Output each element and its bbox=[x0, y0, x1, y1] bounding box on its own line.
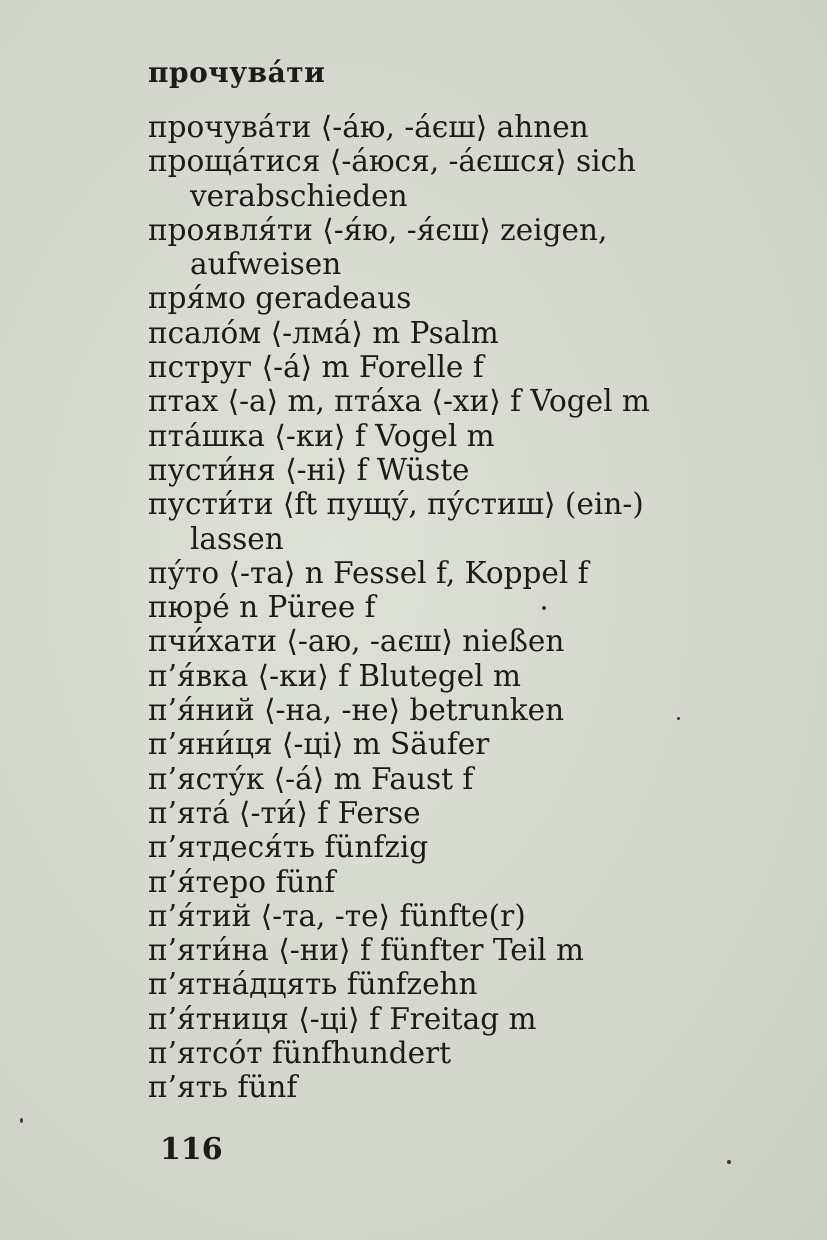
entry-line: пусти́ня ⟨-ні⟩ f Wüste bbox=[148, 452, 470, 487]
entry-line: проявля́ти ⟨-я́ю, -я́єш⟩ zeigen, bbox=[148, 212, 608, 247]
entry-line: п’ята́ ⟨-ти́⟩ f Ferse bbox=[148, 795, 421, 830]
entry-line: псало́м ⟨-лма́⟩ m Psalm bbox=[148, 315, 499, 350]
entry-line: п’ятна́дцять fünfzehn bbox=[148, 967, 478, 1002]
entry-line: п’я́тий ⟨-та, -те⟩ fünfte(r) bbox=[148, 898, 526, 933]
entry-line: п’яти́на ⟨-ни⟩ f fünfter Teil m bbox=[148, 933, 584, 968]
entry-line: п’ятдеся́ть fünfzig bbox=[148, 830, 429, 865]
entry-continuation: lassen bbox=[190, 521, 284, 556]
entry-line: п’ять fünf bbox=[148, 1070, 298, 1105]
entry-line: птах ⟨-а⟩ m, пта́ха ⟨-хи⟩ f Vogel m bbox=[148, 384, 650, 419]
entry-line: п’ятсо́т fünfhundert bbox=[148, 1036, 452, 1071]
entry-line: п’я́вка ⟨-ки⟩ f Blutegel m bbox=[148, 658, 521, 693]
entry-line: пусти́ти ⟨ft пущу́, пу́стиш⟩ (ein-) bbox=[148, 487, 644, 522]
entry-line: проща́тися ⟨-а́юся, -а́єшся⟩ sich bbox=[148, 144, 637, 179]
entry-continuation: verabschieden bbox=[190, 178, 408, 213]
entry-line: пу́то ⟨-та⟩ n Fessel f, Koppel f bbox=[148, 555, 589, 590]
entry-line: п’яни́ця ⟨-ці⟩ m Säufer bbox=[148, 727, 490, 762]
paper-speck bbox=[727, 1160, 731, 1164]
entry-line: пюре́ n Püree f bbox=[148, 590, 376, 625]
entry-line: пря́мо geradeaus bbox=[148, 281, 412, 316]
entry-line: п’я́ний ⟨-на, -не⟩ betrunken bbox=[148, 693, 565, 728]
entry-list bbox=[148, 110, 773, 1105]
entry-line: прочува́ти ⟨-а́ю, -а́єш⟩ ahnen bbox=[148, 110, 589, 144]
paper-speck bbox=[20, 1118, 23, 1123]
page-number: 116 bbox=[160, 1132, 223, 1167]
entry-line: п’ясту́к ⟨-а́⟩ m Faust f bbox=[148, 761, 474, 796]
entry-line: пструг ⟨-а́⟩ m Forelle f bbox=[148, 350, 484, 385]
entry-line: пта́шка ⟨-ки⟩ f Vogel m bbox=[148, 418, 495, 453]
entry-line: п’я́тниця ⟨-ці⟩ f Freitag m bbox=[148, 1001, 537, 1036]
paper-speck bbox=[542, 606, 546, 610]
entry-line: пчи́хати ⟨-аю, -аєш⟩ nießen bbox=[148, 624, 565, 659]
paper-speck bbox=[677, 717, 680, 720]
running-head: прочува́ти bbox=[148, 56, 326, 89]
entry-line: п’я́теро fünf bbox=[148, 864, 336, 899]
entry-continuation: aufweisen bbox=[190, 247, 342, 282]
